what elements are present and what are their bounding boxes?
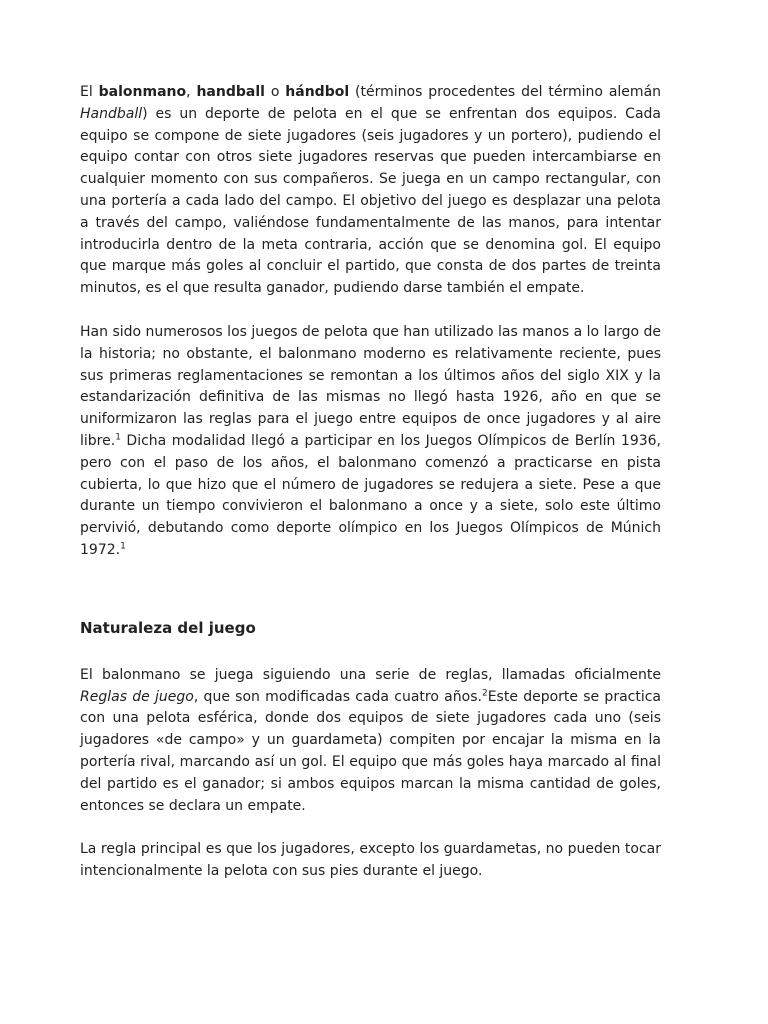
- main-rule-paragraph: La regla principal es que los jugadores, excepto los guardametas, no pueden tocar intencionalmente la pelota con sus pies durante el juego.: [80, 841, 661, 880]
- footnote-ref-2[interactable]: 2: [481, 687, 488, 698]
- intro-paragraph: [80, 82, 661, 300]
- section-heading: Naturaleza del juego: [80, 618, 256, 637]
- footnote-ref-1a[interactable]: 1: [115, 432, 121, 443]
- history-text-b: Dicha modalidad llegó a participar en los Juegos Olímpicos de Berlín 1936, pero con el paso de los años, el balonmano comenzó a practicarse en pista cubierta, lo que hizo que el número de jugadores se redujera a siete. Pese a que durante un tiempo convivieron el balonmano a once y a siete, solo este último pervivió, debutando como deporte olímpico en los Juegos Olímpicos de Múnich 1972.: [80, 432, 661, 558]
- term-reglas-de-juego: Reglas de juego: [80, 688, 194, 705]
- history-paragraph: [80, 322, 661, 562]
- intro-comma: ,: [186, 84, 191, 100]
- intro-text-b: ) es un deporte de pelota en el que se enfrentan dos equipos. Cada equipo se compone de siete jugadores (seis jugadores y un portero), pudiendo el equipo contar con otros siete jugadores reservas que pueden intercambiarse en cualquier momento con sus compañeros. Se juega en un campo rectangular, con una portería a cada lado del campo. El objetivo del juego es desplazar una pelota a través del campo, valiéndose fundamentalmente de las manos, para intentar introducirla dentro de la meta contraria, acción que se denomina gol. El equipo que marque más goles al concluir el partido, que consta de dos partes de treinta minutos, es el que resulta ganador, pudiendo darse también el empate.: [80, 105, 661, 297]
- intro-word-o: o: [270, 84, 280, 100]
- term-handball: handball: [196, 84, 265, 100]
- rules-paragraph: [80, 665, 661, 818]
- intro-text-a: (términos procedentes del término alemán: [355, 84, 662, 100]
- intro-word-el: El: [80, 84, 93, 100]
- term-balonmano: balonmano: [98, 84, 187, 100]
- term-german-handball: Handball: [80, 105, 143, 122]
- rules-text-c: Este deporte se practica con una pelota esférica, donde dos equipos de siete jugadores cada uno (seis jugadores «de campo» y un guardameta) compiten por encajar la misma en la portería rival, marcando así un gol. El equipo que más goles haya marcado al final del partido es el ganador; si ambos equipos marcan la misma cantidad de goles, entonces se declara un empate.: [80, 688, 662, 814]
- term-handbol: hándbol: [285, 84, 350, 100]
- rules-text-a: El balonmano se juega siguiendo una serie de reglas, llamadas oficialmente: [80, 666, 661, 683]
- rules-text-b: , que son modificadas cada cuatro años.: [193, 688, 482, 705]
- footnote-ref-1b[interactable]: 1: [120, 541, 126, 552]
- history-text-a: Han sido numerosos los juegos de pelota que han utilizado las manos a lo largo de la historia; no obstante, el balonmano moderno es relativamente reciente, pues sus primeras reglamentaciones se remontan a los últimos años del siglo XIX y la estandarización definitiva de las mismas no llegó hasta 1926, año en que se uniformizaron las reglas para el juego entre equipos de once jugadores y al aire libre.: [80, 323, 661, 449]
- document-page: [80, 82, 661, 883]
